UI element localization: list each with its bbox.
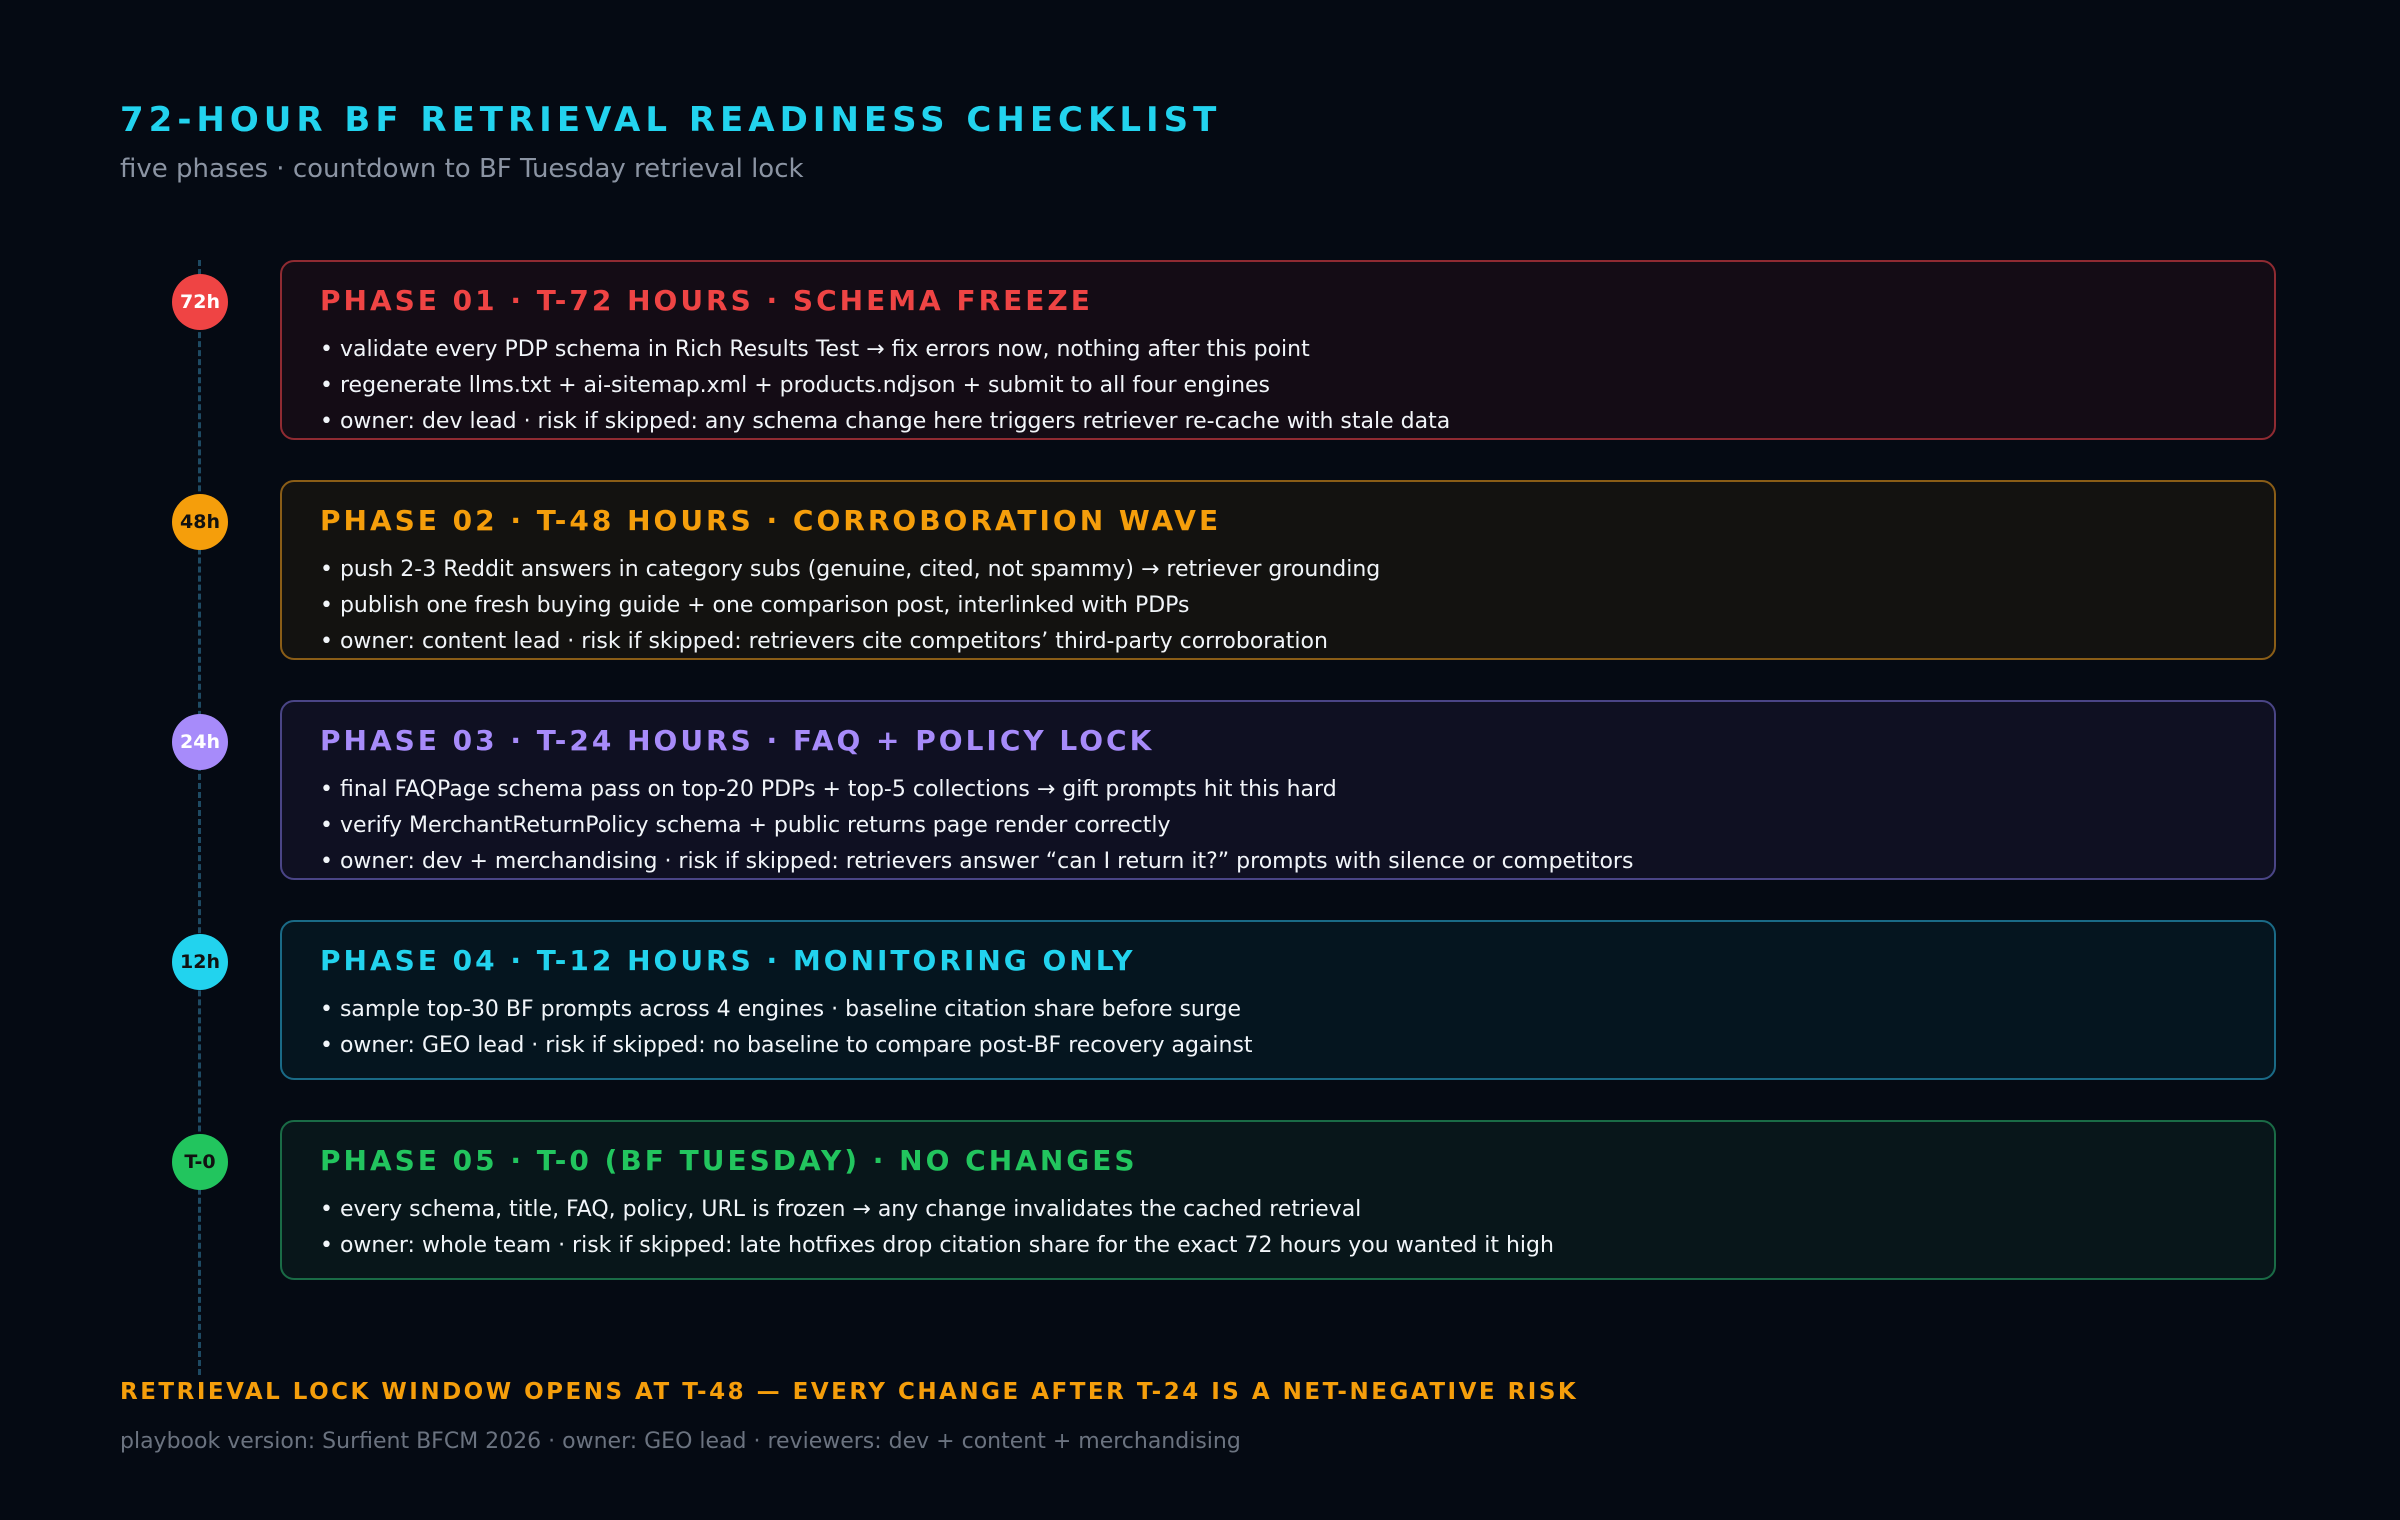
phase-title: PHASE 03 · T-24 HOURS · FAQ + POLICY LOCK [320,724,1155,757]
phase-card-5 [280,1120,2276,1280]
phase-task-list [320,772,2236,880]
phase-task-item: • owner: dev lead · risk if skipped: any schema change here triggers retriever re-cache with stale data [320,408,1451,434]
phase-task-list [320,1192,2236,1264]
phase-task-item: • every schema, title, FAQ, policy, URL is frozen → any change invalidates the cached retrieval [320,1196,1362,1222]
phase-task-list [320,992,2236,1064]
phase-3-countdown-badge: 24h [172,714,228,770]
phase-task-item: • owner: whole team · risk if skipped: late hotfixes drop citation share for the exact 72 hours you wanted it high [320,1232,1554,1258]
phase-title: PHASE 05 · T-0 (BF TUESDAY) · NO CHANGES [320,1144,1138,1177]
phase-2-countdown-badge: 48h [172,494,228,550]
phase-task-item: • sample top-30 BF prompts across 4 engines · baseline citation share before surge [320,996,1242,1022]
phase-task-item: • owner: content lead · risk if skipped: retrievers cite competitors’ third-party corroboration [320,628,1328,654]
phase-1-countdown-badge: 72h [172,274,228,330]
phase-title: PHASE 02 · T-48 HOURS · CORROBORATION WAVE [320,504,1222,537]
phase-card-3 [280,700,2276,880]
phase-task-item: • final FAQPage schema pass on top-20 PDPs + top-5 collections → gift prompts hit this hard [320,776,1337,802]
phase-task-item: • push 2-3 Reddit answers in category subs (genuine, cited, not spammy) → retriever grounding [320,556,1381,582]
phase-task-item: • verify MerchantReturnPolicy schema + public returns page render correctly [320,812,1171,838]
phase-task-item: • owner: dev + merchandising · risk if skipped: retrievers answer “can I return it?” prompts with silence or competitors [320,848,1634,874]
phase-task-item: • validate every PDP schema in Rich Results Test → fix errors now, nothing after this point [320,336,1310,362]
phase-task-list [320,552,2236,660]
lock-window-warning: RETRIEVAL LOCK WINDOW OPENS AT T-48 — EVERY CHANGE AFTER T-24 IS A NET-NEGATIVE RISK [120,1379,1579,1405]
phase-card-2 [280,480,2276,660]
phase-5-countdown-badge: T-0 [172,1134,228,1190]
playbook-meta: playbook version: Surfient BFCM 2026 · owner: GEO lead · reviewers: dev + content + merchandising [120,1429,1241,1454]
page-subtitle: five phases · countdown to BF Tuesday retrieval lock [120,154,804,184]
phase-4-countdown-badge: 12h [172,934,228,990]
phase-title: PHASE 04 · T-12 HOURS · MONITORING ONLY [320,944,1136,977]
timeline-line [198,260,201,1375]
phase-task-item: • owner: GEO lead · risk if skipped: no baseline to compare post-BF recovery against [320,1032,1253,1058]
phase-task-list [320,332,2236,440]
page-title: 72-HOUR BF RETRIEVAL READINESS CHECKLIST [120,100,1222,140]
phase-card-1 [280,260,2276,440]
phase-task-item: • publish one fresh buying guide + one comparison post, interlinked with PDPs [320,592,1190,618]
phase-task-item: • regenerate llms.txt + ai-sitemap.xml + products.ndjson + submit to all four engines [320,372,1271,398]
phase-card-4 [280,920,2276,1080]
phase-title: PHASE 01 · T-72 HOURS · SCHEMA FREEZE [320,284,1093,317]
